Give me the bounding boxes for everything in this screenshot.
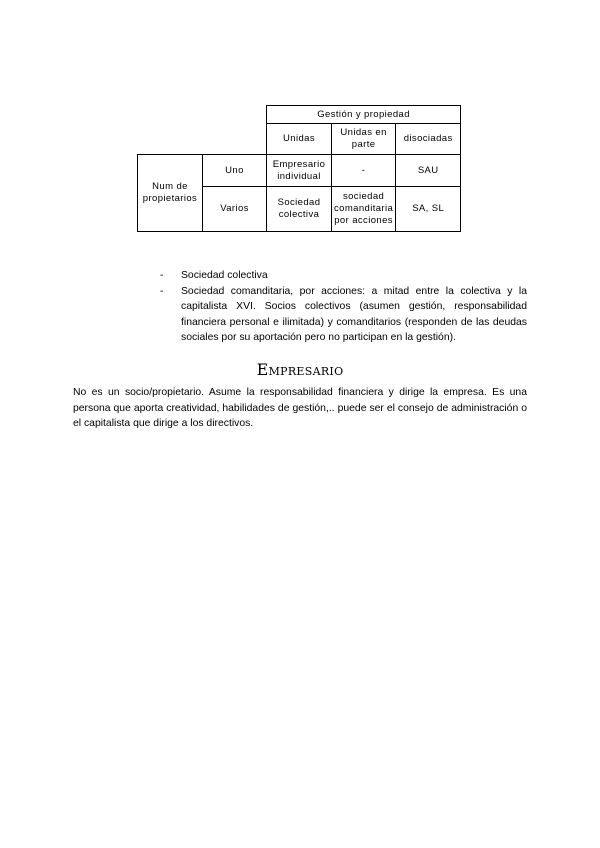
list-item-text: Sociedad colectiva [181,270,268,281]
table-col-header: Unidas [267,124,332,155]
table-row-label: Varios [203,187,267,232]
table-cell: SAU [396,155,461,187]
bullet-marker: - [160,270,164,281]
table-cell: sociedad comanditaria por acciones [332,187,396,232]
section-heading: Empresario [256,360,344,379]
section-paragraph: No es un socio/propietario. Asume la responsabilidad financiera y dirige la empresa. Es una persona que aporta creatividad, habilidades de gestión,.. puede ser el consejo de administración o el capitalista que dirige a los directivos. [73,387,527,429]
table-row-label: Uno [203,155,267,187]
table-cell: Sociedad colectiva [267,187,332,232]
table-cell: - [332,155,396,187]
list-item [160,268,527,284]
table-cell: Empresario individual [267,155,332,187]
ownership-management-table [137,105,461,232]
table-col-header: Unidas en parte [332,124,396,155]
table-row-group: Num de propietarios [138,155,203,232]
table-empty-corner [203,124,267,155]
table-empty-corner [203,106,267,124]
society-types-list [160,268,527,346]
list-item [160,284,527,346]
list-item-text: Sociedad comanditaria, por acciones: a mitad entre la colectiva y la capitalista XVI. Socios colectivos (asumen gestión, responsabilidad financiera personal e ilimitada) y comanditarios (responden de las deudas sociales por su aportación pero no participan en la gestión). [181,285,527,343]
table-cell: SA, SL [396,187,461,232]
table-empty-corner [138,106,203,124]
table-empty-corner [138,124,203,155]
table-header-group: Gestión y propiedad [267,106,461,124]
table-col-header: disociadas [396,124,461,155]
bullet-marker: - [160,285,164,297]
